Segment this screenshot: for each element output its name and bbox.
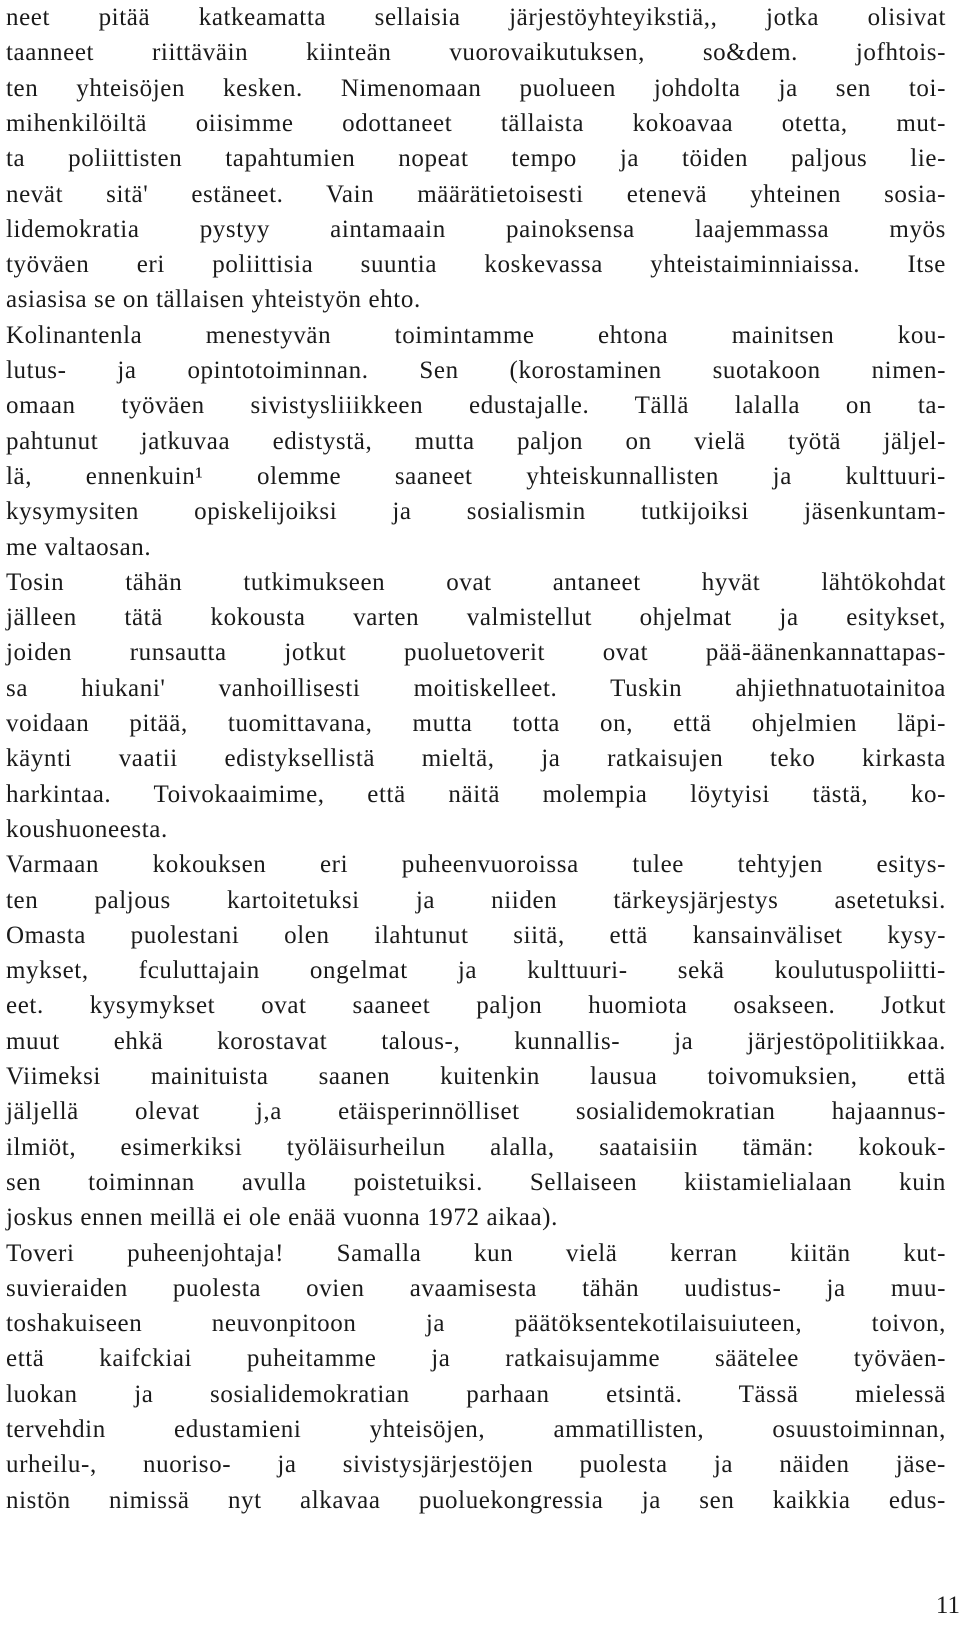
text-line: suvieraiden puolesta ovien avaamisesta tähän uudistus- ja muu- — [6, 1274, 946, 1302]
text-line: Tosin tähän tutkimukseen ovat antaneet hyvät lähtökohdat — [6, 568, 946, 596]
text-line: Toveri puheenjohtaja! Samalla kun vielä kerran kiitän kut- — [6, 1239, 946, 1267]
text-line: mihenkilöiltä oiisimme odottaneet tällaista kokoavaa otetta, mut- — [6, 109, 946, 137]
text-line: ten paljous kartoitetuksi ja niiden tärkeysjärjestys asetetuksi. — [6, 886, 946, 914]
text-line: urheilu-, nuoriso- ja sivistysjärjestöjen puolesta ja näiden jäse- — [6, 1451, 946, 1479]
text-line: ta poliittisten tapahtumien nopeat tempo ja töiden paljous lie- — [6, 145, 946, 173]
text-line: muut ehkä korostavat talous-, kunnallis- ja järjestöpolitiikkaa. — [6, 1027, 946, 1055]
text-line: lutus- ja opintotoiminnan. Sen (korostaminen suotakoon nimen- — [6, 357, 946, 384]
text-line: jälleen tätä kokousta varten valmistellut ohjelmat ja esitykset, — [6, 604, 946, 632]
text-line: käynti vaatii edistyksellistä mieltä, ja ratkaisujen teko kirkasta — [6, 745, 946, 773]
text-line: tervehdin edustamieni yhteisöjen, ammatillisten, osuustoiminnan, — [6, 1416, 946, 1443]
text-line: koushuoneesta. — [6, 815, 168, 843]
text-line: Varmaan kokouksen eri puheenvuoroissa tulee tehtyjen esitys- — [6, 851, 946, 879]
text-line: Omasta puolestani olen ilahtunut siitä, että kansainväliset kysy- — [6, 921, 946, 949]
text-line: nevät sitä' estäneet. Vain määrätietoisesti etenevä yhteinen sosia- — [6, 180, 946, 208]
text-line: ten yhteisöjen kesken. Nimenomaan puolueen johdolta ja sen toi- — [6, 74, 946, 102]
text-line: luokan ja sosialidemokratian parhaan etsintä. Tässä mielessä — [6, 1380, 946, 1408]
text-line: nistön nimissä nyt alkavaa puoluekongressia ja sen kaikkia edus- — [6, 1486, 946, 1514]
text-line: Kolinantenla menestyvän toimintamme ehtona mainitsen kou- — [6, 321, 946, 349]
text-line: Viimeksi mainituista saanen kuitenkin lausua toivomuksien, että — [6, 1063, 946, 1090]
text-line: ilmiöt, esimerkiksi työläisurheilun alalla, saataisiin tämän: kokouk- — [6, 1133, 946, 1161]
text-line: omaan työväen sivistysliiikkeen edustajalle. Tällä lalalla on ta- — [6, 392, 946, 420]
text-line: lä, ennenkuin¹ olemme saaneet yhteiskunnallisten ja kulttuuri- — [6, 462, 946, 490]
text-line: että kaifckiai puheitamme ja ratkaisujamme säätelee työväen- — [6, 1345, 946, 1373]
text-line: harkintaa. Toivokaaimime, että näitä molempia löytyisi tästä, ko- — [6, 780, 946, 808]
text-line: joiden runsautta jotkut puoluetoverit ovat pää-äänenkannattapas- — [6, 639, 946, 667]
text-line: taanneet riittäväin kiinteän vuorovaikutuksen, so&dem. jofhtois- — [6, 39, 946, 67]
text-line: lidemokratia pystyy aintamaain painoksensa laajemmassa myös — [6, 215, 946, 243]
text-line: jäljellä olevat j,a etäisperinnölliset sosialidemokratian hajaannus- — [6, 1098, 946, 1126]
page-number: 11 — [935, 1592, 960, 1619]
text-line: joskus ennen meillä ei ole enää vuonna 1972 aikaa). — [6, 1204, 558, 1232]
text-line: työväen eri poliittisia suuntia koskevassa yhteistaiminniaissa. Itse — [6, 251, 946, 279]
text-line: voidaan pitää, tuomittavana, mutta totta on, että ohjelmien läpi- — [6, 710, 946, 737]
text-line: toshakuiseen neuvonpitoon ja päätöksentekotilaisuiuteen, toivon, — [6, 1310, 946, 1338]
text-line: mykset, fculuttajain ongelmat ja kulttuuri- sekä koulutuspoliitti- — [6, 957, 946, 985]
text-line: pahtunut jatkuvaa edistystä, mutta paljon on vielä työtä jäljel- — [6, 427, 946, 455]
text-line: neet pitää katkeamatta sellaisia järjestöyhteyikstiä,, jotka olisivat — [6, 4, 946, 31]
text-line: kysymysiten opiskelijoiksi ja sosialismin tutkijoiksi jäsenkuntam- — [6, 498, 946, 526]
text-line: sa hiukani' vanhoillisesti moitiskelleet. Tuskin ahjiethnatuotainitoa — [6, 674, 946, 702]
text-line: asiasisa se on tällaisen yhteistyön ehto. — [6, 286, 421, 314]
text-line: sen toiminnan avulla poistetuiksi. Sellaiseen kiistamielialaan kuin — [6, 1168, 946, 1196]
text-line: eet. kysymykset ovat saaneet paljon huomiota osakseen. Jotkut — [6, 992, 946, 1020]
text-line: me valtaosan. — [6, 533, 152, 561]
